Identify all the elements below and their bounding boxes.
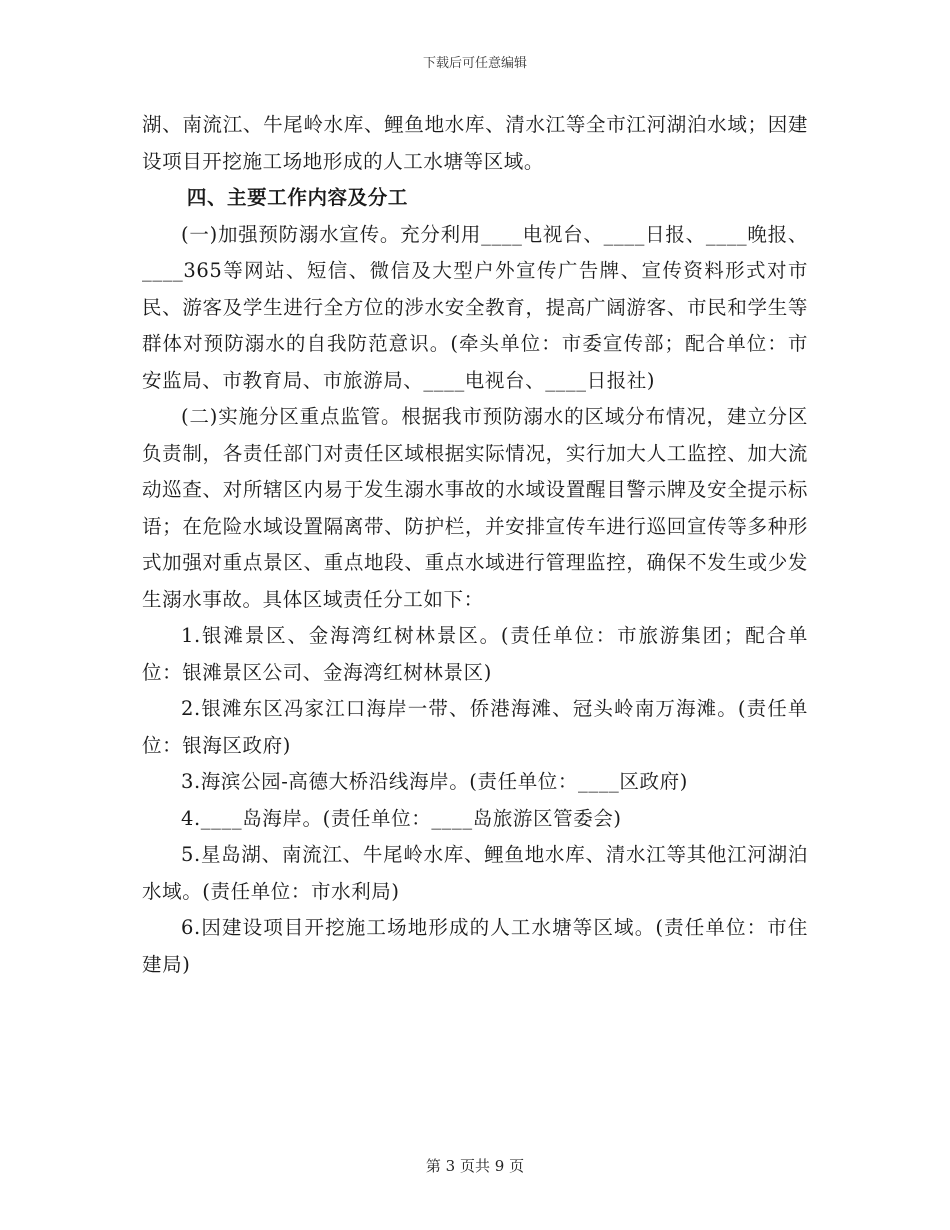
paragraph-zone-supervision: (二)实施分区重点监管。根据我市预防溺水的区域分布情况，建立分区负责制，各责任部门对责任区域根据实际情况，实行加大人工监控、加大流动巡查、对所辖区内易于发生溺水事故的水域设置醒目警示牌及安全提示标语；在危险水域设置隔离带、防护栏，并安排宣传车进行巡回宣传等多种形式加强对重点景区、重点地段、重点水域进行管理监控，确保不发生或少发生溺水事故。具体区域责任分工如下： xyxy=(142,405,808,611)
page-header: 下载后可任意编辑 xyxy=(422,56,527,71)
list-item: 6.因建设项目开挖施工场地形成的人工水塘等区域。(责任单位：市住建局) xyxy=(142,916,808,976)
page-number: 第 3 页共 9 页 xyxy=(425,1157,525,1175)
list-item: 5.星岛湖、南流江、牛尾岭水库、鲤鱼地水库、清水江等其他江河湖泊水域。(责任单位：市水利局) xyxy=(142,843,808,903)
paragraph-publicity: (一)加强预防溺水宣传。充分利用____电视台、____日报、____晚报、____365等网站、短信、微信及大型户外宣传广告牌、宣传资料形式对市民、游客及学生进行全方位的涉水安全教育，提高广阔游客、市民和学生等群体对预防溺水的自我防范意识。(牵头单位：市委宣传部；配合单位：市安监局、市教育局、市旅游局、____电视台、____日报社) xyxy=(142,222,808,392)
list-item: 3.海滨公园-高德大桥沿线海岸。(责任单位：____区政府) xyxy=(181,770,688,793)
paragraph-continuation: 湖、南流江、牛尾岭水库、鲤鱼地水库、清水江等全市江河湖泊水域；因建设项目开挖施工场地形成的人工水塘等区域。 xyxy=(142,113,808,173)
document-body xyxy=(142,107,808,983)
list-item: 1.银滩景区、金海湾红树林景区。(责任单位：市旅游集团；配合单位：银滩景区公司、金海湾红树林景区) xyxy=(142,624,808,684)
list-item: 2.银滩东区冯家江口海岸一带、侨港海滩、冠头岭南万海滩。(责任单位：银海区政府) xyxy=(142,697,808,757)
list-item: 4.____岛海岸。(责任单位：____岛旅游区管委会) xyxy=(181,806,622,830)
section-heading: 四、主要工作内容及分工 xyxy=(186,186,408,209)
